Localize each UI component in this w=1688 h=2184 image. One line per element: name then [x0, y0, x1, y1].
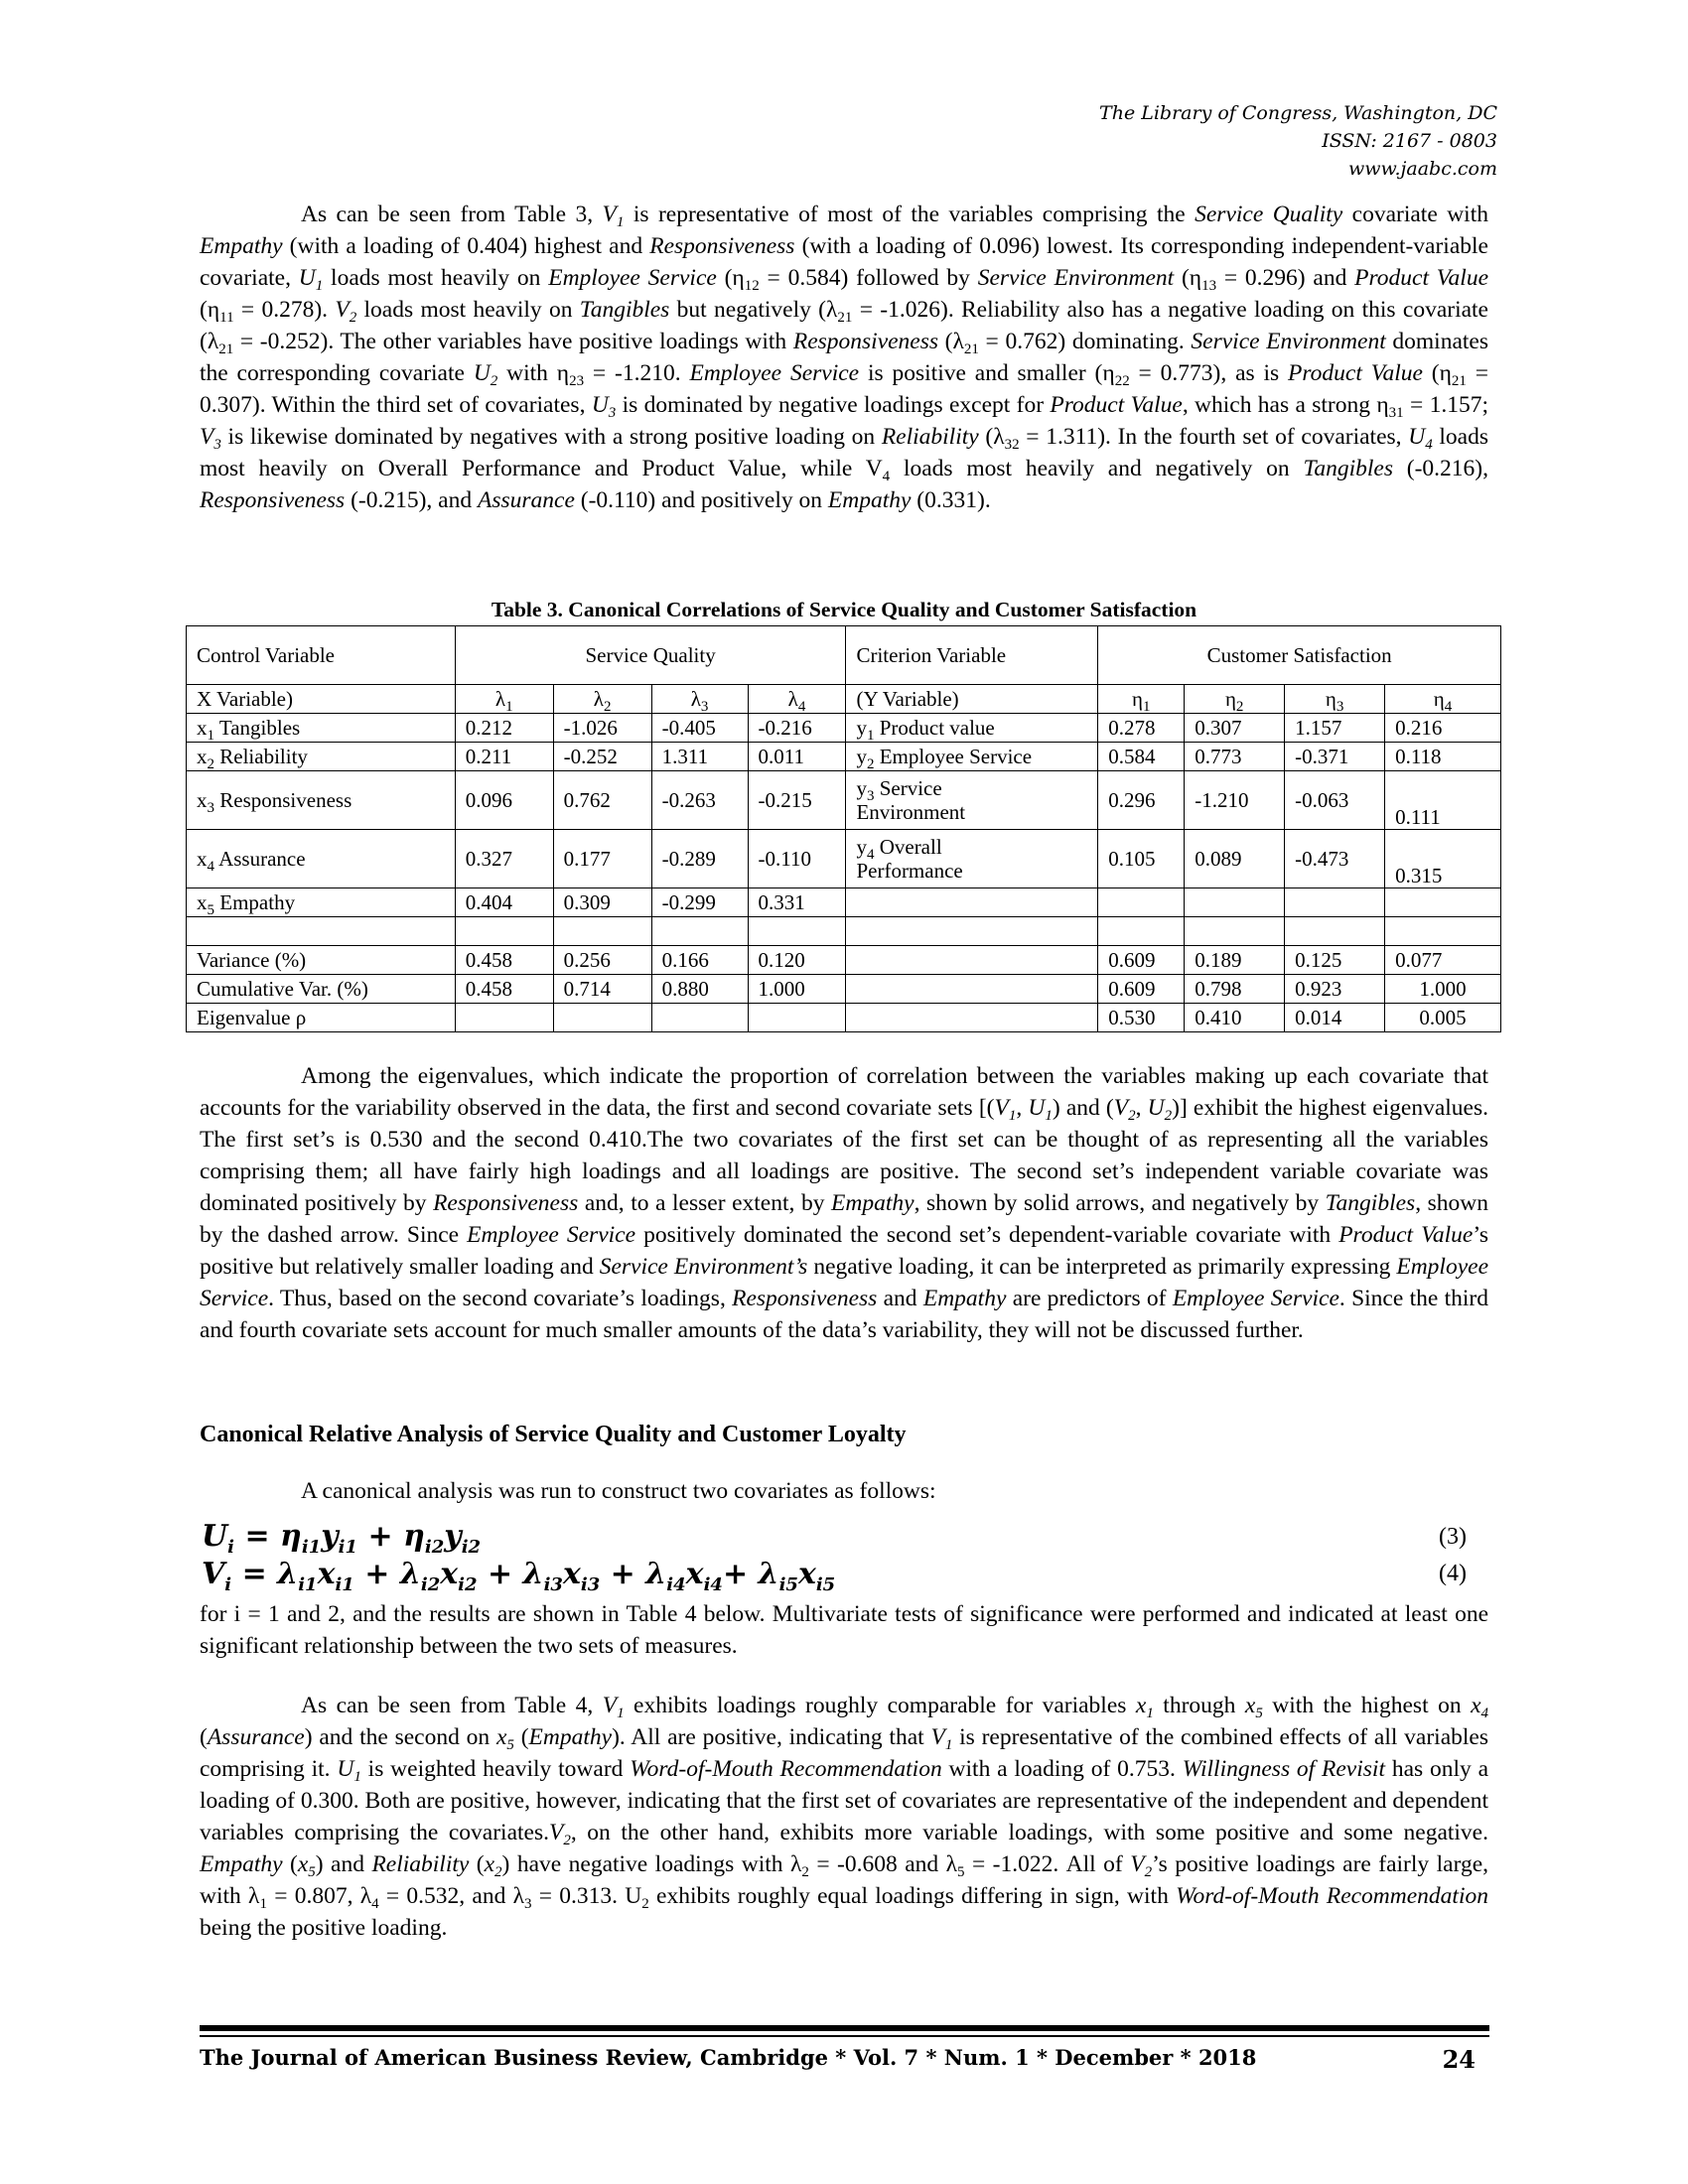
- x-variable-name: $x_4$ Assurance: [187, 830, 456, 888]
- loading-cell: 0.307: [1185, 714, 1285, 743]
- canonical-correlations-table: [186, 625, 1501, 1032]
- loading-cell: 0.296: [1098, 771, 1185, 830]
- x-variable-label: X Variable): [187, 685, 456, 714]
- cumulative-cell: 0.714: [553, 975, 651, 1004]
- loading-cell: 0.089: [1185, 830, 1285, 888]
- loading-cell: 1.311: [651, 743, 748, 771]
- eta-2-header: $\eta_2$: [1185, 685, 1285, 714]
- variance-cell: 0.125: [1285, 946, 1385, 975]
- variance-cell: 0.120: [748, 946, 846, 975]
- eigenvalue-cell: 0.530: [1098, 1004, 1185, 1032]
- loading-cell: 0.216: [1385, 714, 1501, 743]
- loading-cell: 0.315: [1385, 830, 1501, 888]
- section-heading: Canonical Relative Analysis of Service Quality and Customer Loyalty: [200, 1422, 907, 1447]
- loading-cell: -0.405: [651, 714, 748, 743]
- lambda-3-header: $\lambda_3$: [651, 685, 748, 714]
- variance-cell: 0.189: [1185, 946, 1285, 975]
- table-caption: Table 3. Canonical Correlations of Service Quality and Customer Satisfaction: [491, 598, 1197, 621]
- loading-cell: -0.371: [1285, 743, 1385, 771]
- lambda-4-header: $\lambda_4$: [748, 685, 846, 714]
- y-variable-name: $y_4$ Overall Performance: [846, 830, 1098, 888]
- table-row-blank: [187, 917, 1501, 946]
- equation-number-4: (4): [1439, 1561, 1467, 1586]
- footer-rule-thin: [200, 2035, 1489, 2037]
- empty-cell: [846, 1004, 1098, 1032]
- header-library: The Library of Congress, Washington, DC: [1099, 102, 1497, 124]
- loading-cell: 0.773: [1185, 743, 1285, 771]
- loading-cell: 0.278: [1098, 714, 1185, 743]
- cumulative-cell: 0.798: [1185, 975, 1285, 1004]
- eigenvalue-cell: 0.005: [1385, 1004, 1501, 1032]
- paragraph-4: for i = 1 and 2, and the results are shown in Table 4 below. Multivariate tests of significance were performed and indicated at least one significant relationship between the two sets of measures.: [200, 1601, 1488, 1659]
- eigenvalue-row: [187, 1004, 1501, 1032]
- table-row: [187, 830, 1501, 888]
- empty-cell: [846, 975, 1098, 1004]
- running-footer: [200, 2045, 1489, 2074]
- header-customer-satisfaction: Customer Satisfaction: [1098, 626, 1501, 685]
- loading-cell: -0.110: [748, 830, 846, 888]
- empty-cell: [455, 1004, 553, 1032]
- empty-cell: [1098, 888, 1185, 917]
- eta-1-header: $\eta_1$: [1098, 685, 1185, 714]
- empty-cell: [846, 946, 1098, 975]
- equation-number-3: (3): [1439, 1524, 1467, 1550]
- lambda-2-header: $\lambda_2$: [553, 685, 651, 714]
- cumulative-cell: 1.000: [748, 975, 846, 1004]
- loading-cell: 0.331: [748, 888, 846, 917]
- variance-cell: 0.256: [553, 946, 651, 975]
- empty-cell: [748, 1004, 846, 1032]
- x-variable-name: $x_3$ Responsiveness: [187, 771, 456, 830]
- loading-cell: 0.212: [455, 714, 553, 743]
- page-number: 24: [1442, 2045, 1476, 2074]
- x-variable-name: $x_2$ Reliability: [187, 743, 456, 771]
- table-row: [187, 714, 1501, 743]
- variance-cell: 0.609: [1098, 946, 1185, 975]
- loading-cell: -0.215: [748, 771, 846, 830]
- empty-cell: [651, 1004, 748, 1032]
- eigenvalue-label: Eigenvalue ρ: [187, 1004, 456, 1032]
- header-url: www.jaabc.com: [1347, 158, 1497, 180]
- x-variable-name: $x_5$ Empathy: [187, 888, 456, 917]
- loading-cell: 0.327: [455, 830, 553, 888]
- empty-cell: [1385, 888, 1501, 917]
- footer-rule-thick: [200, 2025, 1489, 2031]
- loading-cell: -0.063: [1285, 771, 1385, 830]
- cumulative-label: Cumulative Var. (%): [187, 975, 456, 1004]
- header-control-variable: Control Variable: [187, 626, 456, 685]
- footer-journal: The Journal of American Business Review, Cambridge * Vol. 7 * Num. 1 * December * 2018: [200, 2045, 1257, 2070]
- loading-cell: -0.473: [1285, 830, 1385, 888]
- header-criterion-variable: Criterion Variable: [846, 626, 1098, 685]
- loading-cell: -1.210: [1185, 771, 1285, 830]
- equation-3: $U_i = \eta_{i1}y_{i1} + \eta_{i2}y_{i2}$: [202, 1519, 482, 1558]
- eigenvalue-cell: 0.014: [1285, 1004, 1385, 1032]
- paragraph-2: Among the eigenvalues, which indicate the proportion of correlation between the variables making up each covariate that accounts for the variability observed in the data, the first and second covariate sets [($V_1$, $U_1$) and ($V_2$, $U_2$)] exhibit the highest eigenvalues. The first set’s is 0.530 and the second 0.410.The two covariates of the first set can be thought of as representing all the variables comprising them; all have fairly high loadings and all loadings are positive. The second set’s independent variable covariate was dominated positively by Responsiveness and, to a lesser extent, by Empathy, shown by solid arrows, and negatively by Tangibles, shown by the dashed arrow. Since Employee Service positively dominated the second set’s dependent-variable covariate with Product Value’s positive but relatively smaller loading and Service Environment’s negative loading, it can be interpreted as primarily expressing Employee Service. Thus, based on the second covariate’s loadings, Responsiveness and Empathy are predictors of Employee Service. Since the third and fourth covariate sets account for much smaller amounts of the data’s variability, they will not be discussed further.: [200, 1063, 1489, 1343]
- variance-label: Variance (%): [187, 946, 456, 975]
- variance-cell: 0.166: [651, 946, 748, 975]
- x-variable-name: $x_1$ Tangibles: [187, 714, 456, 743]
- loading-cell: 0.118: [1385, 743, 1501, 771]
- loading-cell: 0.096: [455, 771, 553, 830]
- table-row: [187, 888, 1501, 917]
- cumulative-cell: 0.880: [651, 975, 748, 1004]
- table-header-row: [187, 626, 1501, 685]
- y-variable-name: $y_1$ Product value: [846, 714, 1098, 743]
- loading-cell: 0.584: [1098, 743, 1185, 771]
- header-service-quality: Service Quality: [455, 626, 846, 685]
- loading-cell: 0.762: [553, 771, 651, 830]
- y-variable-name: $y_3$ Service Environment: [846, 771, 1098, 830]
- table-subheader-row: [187, 685, 1501, 714]
- cumulative-cell: 0.458: [455, 975, 553, 1004]
- cumulative-cell: 0.609: [1098, 975, 1185, 1004]
- loading-cell: 0.309: [553, 888, 651, 917]
- y-variable-label: (Y Variable): [846, 685, 1098, 714]
- variance-cell: 0.458: [455, 946, 553, 975]
- empty-cell: [1285, 888, 1385, 917]
- paragraph-1: As can be seen from Table 3, $V_1$ is representative of most of the variables comprising the Service Quality covariate with Empathy (with a loading of 0.404) highest and Responsiveness (with a loading of 0.096) lowest. Its corresponding independent-variable covariate, $U_1$ loads most heavily on Employee Service $(\eta_{12} = 0.584)$ followed by Service Environment $(\eta_{13} = 0.296)$ and Product Value $(\eta_{11} = 0.278)$. $V_2$ loads most heavily on Tangibles but negatively $(\lambda_{21} = -1.026)$. Reliability also has a negative loading on this covariate $(\lambda_{21} = -0.252)$. The other variables have positive loadings with Responsiveness $(\lambda_{21} = 0.762)$ dominating. Service Environment dominates the corresponding covariate $U_2$ with $\eta_{23} = -1.210$. Employee Service is positive and smaller $(\eta_{22} = 0.773)$, as is Product Value $(\eta_{21} = 0.307)$. Within the third set of covariates, $U_3$ is dominated by negative loadings except for Product Value, which has a strong $\eta_{31} = 1.157$; $V_3$ is likewise dominated by negatives with a strong positive loading on Reliability $(\lambda_{32} = 1.311)$. In the fourth set of covariates, $U_4$ loads most heavily on Overall Performance and Product Value, while $V_4$ loads most heavily and negatively on Tangibles (-0.216), Responsiveness (-0.215), and Assurance (-0.110) and positively on Empathy (0.331).: [200, 202, 1489, 513]
- empty-cell: [553, 1004, 651, 1032]
- empty-cell: [846, 888, 1098, 917]
- y-variable-name: $y_2$ Employee Service: [846, 743, 1098, 771]
- cumulative-variance-row: [187, 975, 1501, 1004]
- eigenvalue-cell: 0.410: [1185, 1004, 1285, 1032]
- paragraph-3: A canonical analysis was run to construct two covariates as follows:: [301, 1478, 936, 1504]
- table-row: [187, 771, 1501, 830]
- loading-cell: 0.105: [1098, 830, 1185, 888]
- loading-cell: -0.263: [651, 771, 748, 830]
- loading-cell: -0.252: [553, 743, 651, 771]
- loading-cell: -0.289: [651, 830, 748, 888]
- header-issn: ISSN: 2167 - 0803: [1322, 130, 1497, 152]
- lambda-1-header: $\lambda_1$: [455, 685, 553, 714]
- variance-cell: 0.077: [1385, 946, 1501, 975]
- eta-3-header: $\eta_3$: [1285, 685, 1385, 714]
- loading-cell: 1.157: [1285, 714, 1385, 743]
- loading-cell: 0.177: [553, 830, 651, 888]
- eta-4-header: $\eta_4$: [1385, 685, 1501, 714]
- cumulative-cell: 0.923: [1285, 975, 1385, 1004]
- variance-row: [187, 946, 1501, 975]
- loading-cell: -0.299: [651, 888, 748, 917]
- running-header: [1099, 99, 1497, 183]
- loading-cell: 0.404: [455, 888, 553, 917]
- loading-cell: -1.026: [553, 714, 651, 743]
- loading-cell: 0.011: [748, 743, 846, 771]
- equation-4: $V_i = \lambda_{i1}x_{i1} + \lambda_{i2}x_{i2} + \lambda_{i3}x_{i3} + \lambda_{i4}x_{i4}+ \lambda_{i5}x_{i5}$: [202, 1557, 836, 1595]
- loading-cell: -0.216: [748, 714, 846, 743]
- empty-cell: [1185, 888, 1285, 917]
- loading-cell: 0.111: [1385, 771, 1501, 830]
- cumulative-cell: 1.000: [1385, 975, 1501, 1004]
- loading-cell: 0.211: [455, 743, 553, 771]
- paragraph-5: As can be seen from Table 4, $V_1$ exhibits loadings roughly comparable for variables $x_1$ through $x_5$ with the highest on $x_4$ (Assurance) and the second on $x_5$ (Empathy). All are positive, indicating that $V_1$ is representative of the combined effects of all variables comprising it. $U_1$ is weighted heavily toward Word-of-Mouth Recommendation with a loading of 0.753. Willingness of Revisit has only a loading of 0.300. Both are positive, however, indicating that the first set of covariates are representative of the independent and dependent variables comprising the $covariates.V_2$, on the other hand, exhibits more variable loadings, with some positive and some negative. Empathy $(x_5)$ and Reliability $(x_2)$ have negative loadings with $\lambda_2 = -0.608$ and $\lambda_5 = -1.022$. All of $V_2’s$ positive loadings are fairly large, with $\lambda_1 = 0.807$, $\lambda_4 = 0.532$, and $\lambda_3 = 0.313$. $U_2$ exhibits roughly equal loadings differing in sign, with Word-of-Mouth Recommendation being the positive loading.: [200, 1693, 1489, 1941]
- table-row: [187, 743, 1501, 771]
